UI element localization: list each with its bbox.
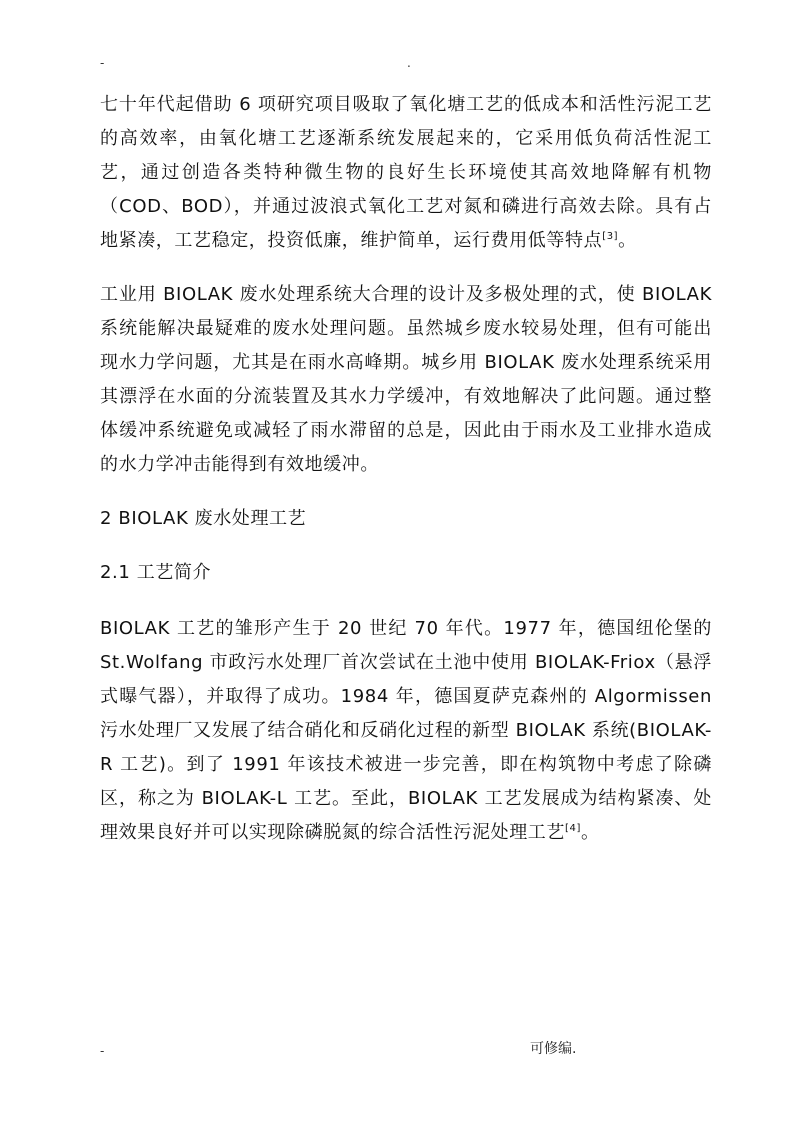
- footer-mark: -: [100, 1044, 105, 1058]
- citation-ref: [4]: [565, 823, 581, 834]
- subsection-heading: 2.1 工艺简介: [100, 562, 212, 583]
- document-body: [100, 88, 712, 850]
- section-heading: 2 BIOLAK 废水处理工艺: [100, 508, 307, 529]
- paragraph-text: BIOLAK 工艺的雏形产生于 20 世纪 70 年代。1977 年，德国纽伦堡的 St.Wolfang 市政污水处理厂首次尝试在土池中使用 BIOLAK-Friox（悬浮式曝气器），并取得了成功。1984 年，德国夏萨克森州的 Algormissen 污水处理厂又发展了结合硝化和反硝化过程的新型 BIOLAK 系统(BIOLAK-R 工艺)。到了 1991 年该技术被进一步完善，即在构筑物中考虑了除磷区，称之为 BIOLAK-L 工艺。至此，BIOLAK 工艺发展成为结构紧凑、处理效果良好并可以实现除磷脱氮的综合活性污泥处理工艺: [100, 618, 712, 843]
- paragraph-end: 。: [618, 230, 637, 251]
- footer-editable-label: 可修编.: [530, 1041, 577, 1057]
- paragraph-industrial-system: [100, 278, 712, 482]
- header-dot: .: [407, 56, 411, 70]
- paragraph-text: 七十年代起借助 6 项研究项目吸取了氧化塘工艺的低成本和活性污泥工艺的高效率，由氧化塘工艺逐渐系统发展起来的，它采用低负荷活性泥工艺，通过创造各类特种微生物的良好生长环境使其高效地降解有机物（COD、BOD），并通过波浪式氧化工艺对氮和磷进行高效去除。具有占地紧凑，工艺稳定，投资低廉，维护简单，运行费用低等特点: [100, 94, 712, 251]
- paragraph-biolak-history: [100, 88, 712, 258]
- paragraph-process-intro: [100, 612, 712, 850]
- paragraph-text: 工业用 BIOLAK 废水处理系统大合理的设计及多极处理的式，使 BIOLAK 系统能解决最疑难的废水处理问题。虽然城乡废水较易处理，但有可能出现水力学问题，尤其是在雨水高峰期。城乡用 BIOLAK 废水处理系统采用其漂浮在水面的分流装置及其水力学缓冲，有效地解决了此问题。通过整体缓冲系统避免或减轻了雨水滞留的总是，因此由于雨水及工业排水造成的水力学冲击能得到有效地缓冲。: [100, 284, 712, 475]
- header-mark: -: [100, 56, 105, 70]
- paragraph-end: 。: [580, 822, 600, 843]
- citation-ref: [3]: [602, 231, 619, 242]
